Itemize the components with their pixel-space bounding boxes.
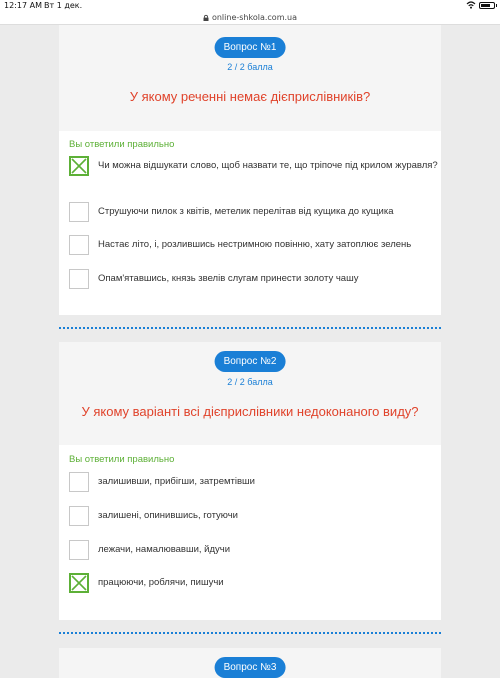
status-time: 12:17 AM — [4, 1, 42, 10]
answer-option-text: працюючи, роблячи, пишучи — [98, 577, 224, 588]
address-bar[interactable] — [0, 12, 500, 25]
question-score: 2 / 2 балла — [227, 377, 273, 387]
answer-option-text: залишені, опинившись, готуючи — [98, 510, 238, 521]
section-divider — [59, 327, 441, 329]
checkbox[interactable] — [69, 540, 89, 560]
url-text: online-shkola.com.ua — [211, 13, 298, 22]
question-header — [59, 648, 441, 678]
section-divider — [59, 632, 441, 634]
status-bar — [0, 0, 500, 12]
checkbox[interactable] — [69, 506, 89, 526]
question-card-2 — [59, 342, 441, 620]
checked-checkbox[interactable] — [69, 573, 89, 593]
answer-option-text: лежачи, намалювавши, йдучи — [98, 544, 231, 555]
question-card-1 — [59, 25, 441, 315]
checkbox[interactable] — [69, 269, 89, 289]
question-number-badge: Вопрос №3 — [215, 657, 286, 678]
answer-result: Вы ответили правильно — [69, 454, 175, 465]
question-score: 2 / 2 балла — [227, 62, 273, 72]
question-card-3 — [59, 648, 441, 678]
answer-option-text: Чи можна відшукати слово, щоб назвати те, що тріпоче під крилом журавля? — [98, 160, 438, 171]
answer-option-text: Струшуючи пилок з квітів, метелик перелітав від кущика до кущика — [98, 206, 394, 217]
cross-mark-icon — [71, 575, 87, 591]
answer-option-text: залишивши, прибігши, затремтівши — [98, 476, 255, 487]
wifi-icon — [466, 1, 476, 9]
answer-option-text: Опам'ятавшись, князь звелів слугам принести золоту чашу — [98, 273, 359, 284]
answer-option-text: Настає літо, і, розлившись нестримною повінню, хату затоплює зелень — [98, 239, 412, 250]
question-header — [59, 25, 441, 131]
lock-icon — [203, 15, 209, 21]
cross-mark-icon — [71, 158, 87, 174]
checkbox[interactable] — [69, 202, 89, 222]
status-date: Вт 1 дек. — [44, 1, 83, 10]
checkbox[interactable] — [69, 472, 89, 492]
checked-checkbox[interactable] — [69, 156, 89, 176]
question-text: У якому варіанті всі дієприслівники недоконаного виду? — [81, 404, 419, 419]
answer-result: Вы ответили правильно — [69, 139, 175, 150]
checkbox[interactable] — [69, 235, 89, 255]
question-number-badge: Вопрос №2 — [215, 351, 286, 372]
question-header — [59, 342, 441, 445]
question-number-badge: Вопрос №1 — [215, 37, 286, 58]
question-text: У якому реченні немає дієприслівників? — [129, 89, 371, 104]
battery-icon — [479, 2, 495, 9]
